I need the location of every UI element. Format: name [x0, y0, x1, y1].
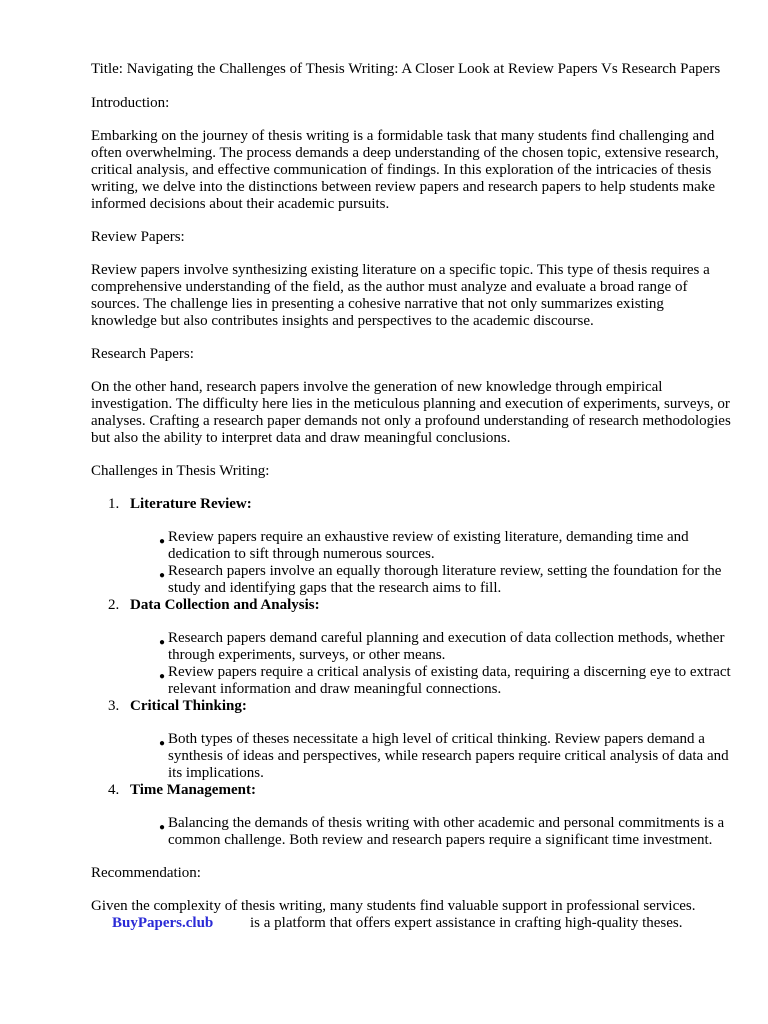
challenge-item: [91, 597, 731, 698]
challenge-bullets: [91, 529, 731, 597]
challenge-item: [91, 782, 731, 849]
bullet-item: [91, 731, 731, 782]
challenge-bullets: [91, 815, 731, 849]
challenges-list: [91, 496, 731, 849]
recommendation-heading: Recommendation:: [91, 865, 201, 881]
bullet-icon: ●: [159, 637, 166, 648]
challenge-title: Time Management:: [130, 782, 256, 798]
bullet-item: [91, 529, 731, 563]
challenge-number: 4.: [108, 782, 120, 798]
challenge-number: 3.: [108, 698, 120, 714]
bullet-text: Balancing the demands of thesis writing with other academic and personal commitments is a common challenge. Both review and research papers require a significant time investment.: [168, 815, 725, 848]
bullet-item: [91, 664, 731, 698]
challenge-bullets: [91, 630, 731, 698]
review-papers-paragraph: Review papers involve synthesizing existing literature on a specific topic. This type of thesis requires a comprehensive understanding of the field, as the author must analyze and evaluate a broad range of sources. The challenge lies in presenting a cohesive narrative that not only summarizes existing knowledge but also contributes insights and perspectives to the academic discourse.: [91, 262, 710, 329]
challenge-number: 1.: [108, 496, 120, 512]
challenge-item: [91, 496, 731, 597]
bullet-icon: ●: [159, 536, 166, 547]
introduction-paragraph: Embarking on the journey of thesis writing is a formidable task that many students find challenging and often overwhelming. The process demands a deep understanding of the chosen topic, extensive research, critical analysis, and effective communication of findings. In this exploration of the intricacies of thesis writing, we delve into the distinctions between review papers and research papers to help students make informed decisions about their academic pursuits.: [91, 128, 719, 212]
recommendation-paragraph: Given the complexity of thesis writing, many students find valuable support in professional services.: [91, 898, 696, 914]
bullet-text: Review papers require a critical analysis of existing data, requiring a discerning eye to extract relevant information and draw meaningful connections.: [168, 664, 731, 697]
document-page: [91, 61, 731, 932]
challenge-number: 2.: [108, 597, 120, 613]
bullet-text: Review papers require an exhaustive review of existing literature, demanding time and dedication to sift through numerous sources.: [168, 529, 689, 562]
challenges-heading: Challenges in Thesis Writing:: [91, 463, 270, 479]
challenge-title: Data Collection and Analysis:: [130, 597, 320, 613]
bullet-icon: ●: [159, 570, 166, 581]
recommendation-brand-line: [91, 915, 731, 932]
research-papers-heading: Research Papers:: [91, 346, 194, 362]
document-title: Title: Navigating the Challenges of Thesis Writing: A Closer Look at Review Papers Vs Research Papers: [91, 61, 721, 77]
bullet-text: Both types of theses necessitate a high level of critical thinking. Review papers demand a synthesis of ideas and perspectives, while research papers require critical analysis of data and its implications.: [168, 731, 729, 781]
introduction-heading: Introduction:: [91, 95, 170, 111]
brand-description: is a platform that offers expert assistance in crafting high-quality theses.: [250, 915, 683, 931]
research-papers-paragraph: On the other hand, research papers involve the generation of new knowledge through empirical investigation. The difficulty here lies in the meticulous planning and execution of experiments, surveys, or analyses. Crafting a research paper demands not only a profound understanding of research methodologies but also the ability to interpret data and draw meaningful conclusions.: [91, 379, 731, 446]
review-papers-heading: Review Papers:: [91, 229, 185, 245]
bullet-item: [91, 630, 731, 664]
bullet-icon: ●: [159, 738, 166, 749]
buypapers-link[interactable]: BuyPapers.club: [112, 915, 214, 931]
bullet-item: [91, 563, 731, 597]
bullet-icon: ●: [159, 671, 166, 682]
bullet-text: Research papers demand careful planning and execution of data collection methods, whether through experiments, surveys, or other means.: [168, 630, 725, 663]
challenge-bullets: [91, 731, 731, 782]
bullet-text: Research papers involve an equally thorough literature review, setting the foundation for the study and identifying gaps that the research aims to fill.: [168, 563, 722, 596]
bullet-item: [91, 815, 731, 849]
bullet-icon: ●: [159, 822, 166, 833]
challenge-item: [91, 698, 731, 782]
challenge-title: Literature Review:: [130, 496, 252, 512]
challenge-title: Critical Thinking:: [130, 698, 247, 714]
